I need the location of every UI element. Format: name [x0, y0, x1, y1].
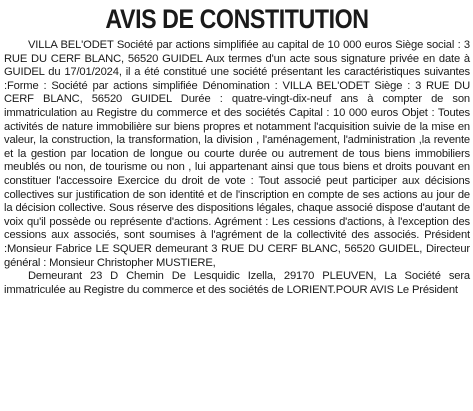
notice-title: AVIS DE CONSTITUTION [105, 4, 369, 34]
notice-paragraph-registration: Demeurant 23 D Chemin De Lesquidic Izella, 29170 PLEUVEN, La Société sera immatriculée au Registre du commerce et des sociétés de LORIENT.POUR AVIS Le Président [4, 270, 470, 296]
notice-paragraph-company: VILLA BEL'ODET Société par actions simplifiée au capital de 10 000 euros Siège social : 3 RUE DU CERF BLANC, 56520 GUIDEL Aux termes d'un acte sous signature privée en date à GUIDEL du 17/01/2024, il a été constitué une société présentant les caractéristiques suivantes :Forme : Société par actions simplifiée Dénomination : VILLA BEL'ODET Siège : 3 RUE DU CERF BLANC, 56520 GUIDEL Durée : quatre-vingt-dix-neuf ans à compter de son immatriculation au Registre du commerce et des sociétés Capital : 10 000 euros Objet : Toutes activités de nature immobilière sur biens propres et notamment l'acquisition suivie de la mise en valeur, la construction, la transformation, la division , l'aménagement, l'administration ,la revente et la gestion par location de longue ou courte durée ou autrement de tous biens immobiliers meublés ou non, de tourisme ou non , lui appartenant ainsi que tous biens et droits pouvant en constituer l'accessoire Exercice du droit de vote : Tout associé peut participer aux décisions collectives sur justification de son identité et de l'inscription en compte de ses actions au jour de la décision collective. Sous réserve des dispositions légales, chaque associé dispose d'autant de voix qu'il possède ou représente d'actions. Agrément : Les cessions d'actions, à l'exception des cessions aux associés, sont soumises à l'agrément de la collectivité des associés. Président :Monsieur Fabrice LE SQUER demeurant 3 RUE DU CERF BLANC, 56520 GUIDEL, Directeur général : Monsieur Christopher MUSTIERE, [4, 39, 470, 269]
notice-body [4, 39, 470, 297]
